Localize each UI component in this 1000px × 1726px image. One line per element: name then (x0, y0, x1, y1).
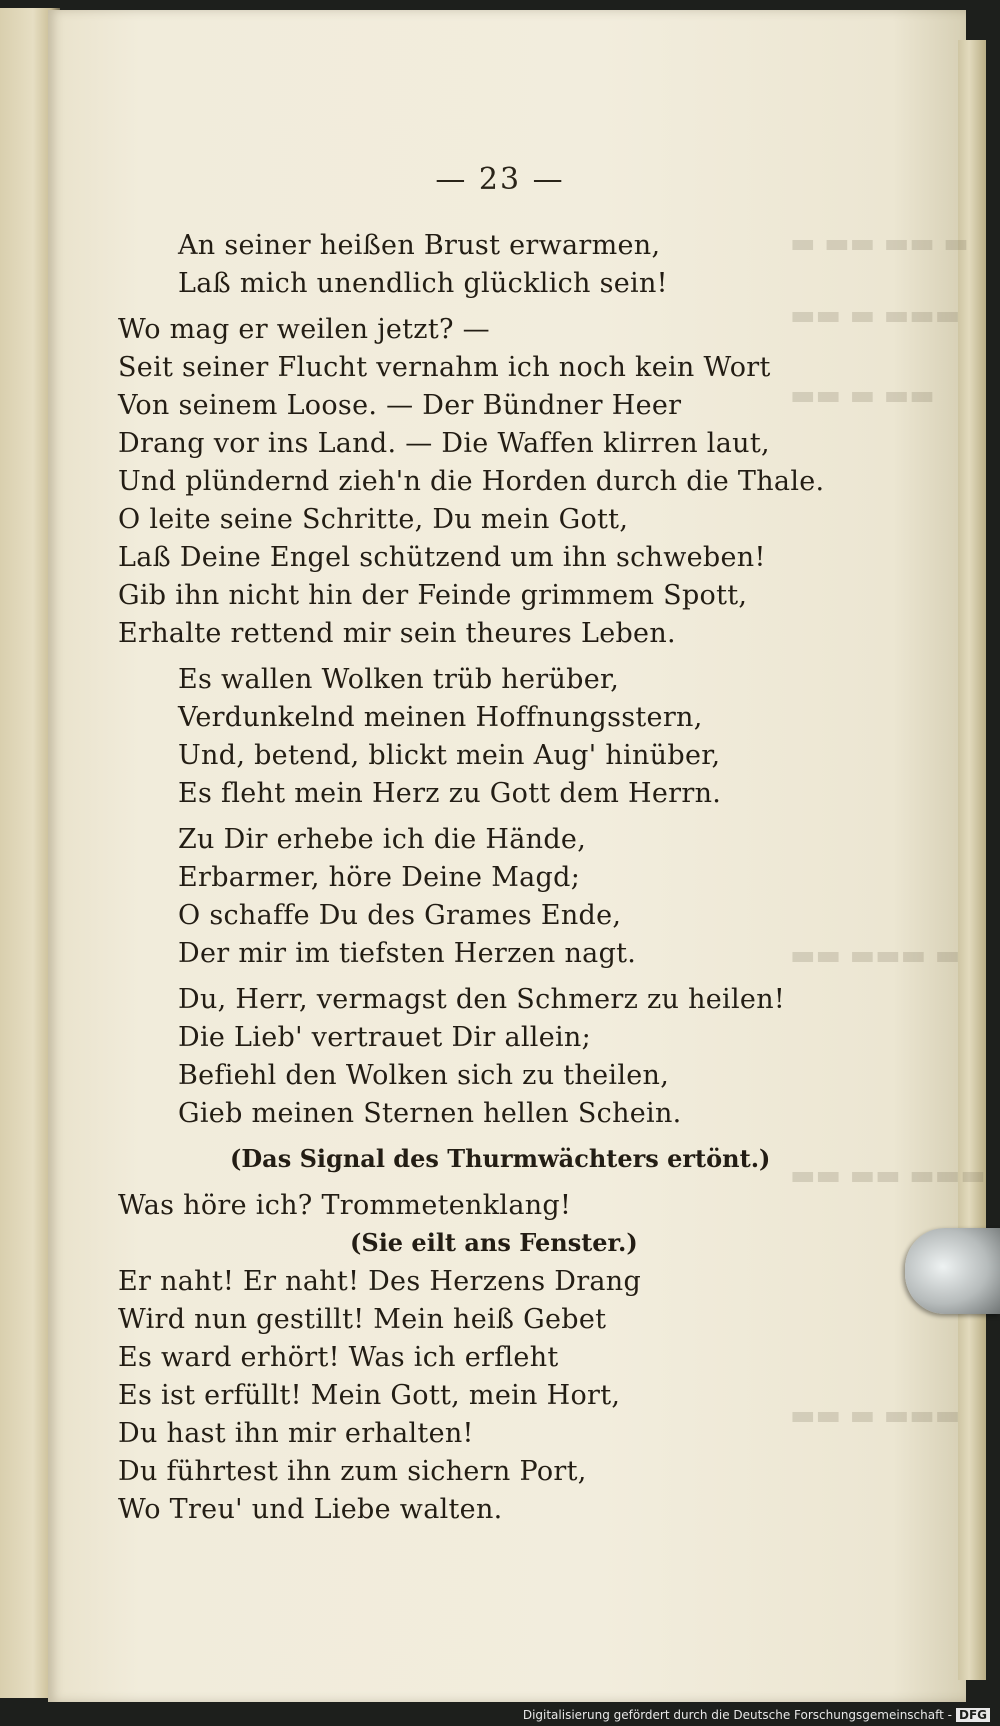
verse-line: Du führtest ihn zum sichern Port, (118, 1456, 587, 1487)
show-through-text: ▬▬ ▬ ▬▬ (790, 380, 935, 411)
page-stack-edge (958, 40, 986, 1680)
show-through-text: ▬▬ ▬ ▬▬▬ (790, 1400, 961, 1431)
verse-line: Erhalte rettend mir sein theures Leben. (118, 618, 676, 649)
verse-line: Erbarmer, höre Deine Magd; (178, 862, 581, 893)
verse-line: Und, betend, blickt mein Aug' hinüber, (178, 740, 721, 771)
verse-line: Gib ihn nicht hin der Feinde grimmem Spott, (118, 580, 748, 611)
verse-line: Laß mich unendlich glücklich sein! (178, 268, 668, 299)
verse-line: Du hast ihn mir erhalten! (118, 1418, 474, 1449)
stage-direction: (Das Signal des Thurmwächters ertönt.) (230, 1144, 771, 1173)
verse-line: Verdunkelnd meinen Hoffnungsstern, (178, 702, 703, 733)
dfg-logo: DFG (956, 1708, 990, 1722)
show-through-text: ▬▬ ▬▬▬ ▬ (790, 940, 961, 971)
credit-text: Digitalisierung gefördert durch die Deutsche Forschungsgemeinschaft - (522, 1708, 952, 1722)
digitization-credit (0, 1708, 990, 1722)
show-through-text: ▬▬ ▬▬ ▬▬▬ (790, 1160, 986, 1191)
verse-line: Seit seiner Flucht vernahm ich noch kein Wort (118, 352, 771, 383)
verse-line: Es ward erhört! Was ich erfleht (118, 1342, 559, 1373)
page-clip (905, 1228, 1000, 1314)
verse-line: O schaffe Du des Grames Ende, (178, 900, 622, 931)
verse-line: O leite seine Schritte, Du mein Gott, (118, 504, 629, 535)
verse-line: Die Lieb' vertrauet Dir allein; (178, 1022, 592, 1053)
verse-line: Was höre ich? Trommetenklang! (118, 1190, 572, 1221)
verse-line: Es fleht mein Herz zu Gott dem Herrn. (178, 778, 722, 809)
verse-line: Wird nun gestillt! Mein heiß Gebet (118, 1304, 607, 1335)
verse-line: Befiehl den Wolken sich zu theilen, (178, 1060, 670, 1091)
verse-line: Er naht! Er naht! Des Herzens Drang (118, 1266, 642, 1297)
verse-line: Zu Dir erhebe ich die Hände, (178, 824, 587, 855)
verse-line: Du, Herr, vermagst den Schmerz zu heilen! (178, 984, 786, 1015)
verse-line: Es wallen Wolken trüb herüber, (178, 664, 620, 695)
verse-line: Es ist erfüllt! Mein Gott, mein Hort, (118, 1380, 621, 1411)
verse-line: Laß Deine Engel schützend um ihn schweben! (118, 542, 766, 573)
verse-line: Von seinem Loose. — Der Bündner Heer (118, 390, 682, 421)
show-through-text: ▬▬ ▬ ▬▬▬ (790, 300, 961, 331)
show-through-text: ▬ ▬▬ ▬▬ ▬ (790, 228, 969, 259)
verse-line: Drang vor ins Land. — Die Waffen klirren laut, (118, 428, 770, 459)
verse-line: Und plündernd zieh'n die Horden durch die Thale. (118, 466, 825, 497)
verse-line: Der mir im tiefsten Herzen nagt. (178, 938, 637, 969)
verse-line: An seiner heißen Brust erwarmen, (178, 230, 661, 261)
verse-line: Gieb meinen Sternen hellen Schein. (178, 1098, 682, 1129)
verse-line: Wo Treu' und Liebe walten. (118, 1494, 503, 1525)
page-number: — 23 — (435, 162, 565, 197)
stage-direction: (Sie eilt ans Fenster.) (350, 1228, 638, 1257)
verse-line: Wo mag er weilen jetzt? — (118, 314, 490, 345)
